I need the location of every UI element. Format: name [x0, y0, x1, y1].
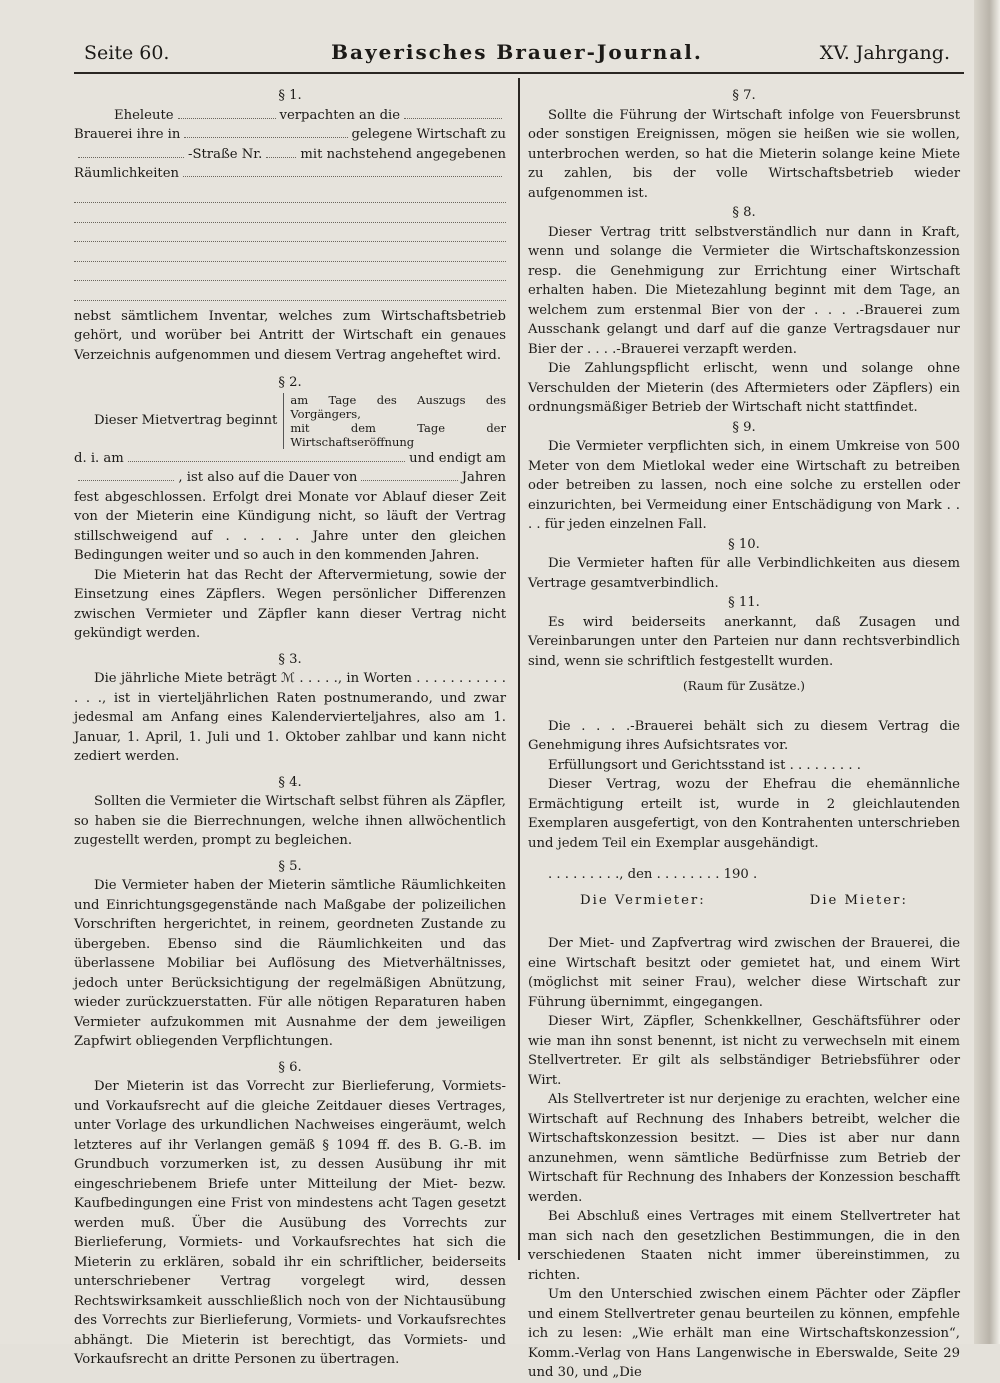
blank-line[interactable]: [74, 242, 506, 262]
s4-text: Sollten die Vermieter die Wirtschaft selbst führen als Zäpfler, so haben sie die Bierrechnungen, welche ihnen allwöchentlich zugestellt werden, prompt zu begleichen.: [74, 794, 506, 848]
page-edge: [974, 0, 1000, 1344]
column-divider: [518, 78, 520, 1260]
section-3-heading: § 3.: [278, 651, 302, 667]
s2-label: und endigt am: [409, 450, 506, 466]
s2-label: , ist also auf die Dauer von: [178, 470, 358, 485]
s1-line-3: [74, 145, 506, 165]
section-1-heading: § 1.: [278, 88, 302, 103]
blank-line[interactable]: [74, 203, 506, 223]
s1-label: verpachten an die: [279, 107, 401, 123]
s8-paragraph-2: Die Zahlungspflicht erlischt, wenn und solange ohne Verschulden der Mieterin (des Aftermieters oder Zäpflers) ein ordnungsmäßiger Betrieb der Wirtschaft nicht stattfindet.: [528, 361, 960, 415]
explanation-5: Um den Unterschied zwischen einem Pächter oder Zäpfler und einem Stellvertreter genau beurteilen zu können, empfehle ich zu lesen: „Wie erhält man eine Wirtschaftskonzession“, Komm.-Verlag von Hans Langenwische in Eberswalde, Seite 29 und 30, und „Die: [528, 1287, 960, 1380]
s2-paragraph-2: Die Mieterin hat das Recht der Aftervermietung, sowie der Einsetzung eines Zäpflers. Wegen persönlicher Differenzen zwischen Vermieter und Zäpfler kann dieser Vertrag nicht gekündigt werden.: [74, 567, 506, 641]
header-rule: [74, 72, 964, 74]
section-11-heading: § 11.: [728, 595, 760, 610]
volume-label: XV. Jahrgang.: [819, 42, 950, 64]
s1-label: gelegene Wirtschaft zu: [351, 127, 506, 142]
s2-line-2: [74, 468, 506, 488]
s6-text: Der Mieterin ist das Vorrecht zur Bierlieferung, Vormiets- und Vorkaufsrecht auf die gleiche Zeitdauer dieses Vertrages, unter Vorlage des urkundlichen Nachweises eingeräumt, welch letzteres auf ihr Verlangen gemäß § 1094 ff. des B. G.-B. im Grundbuch vorzumerken ist, zu dessen Ausübung ihr mit eingeschriebenem Briefe unter Mitteilung der Miet- bezw. Kaufbedingungen eine Frist von mindestens acht Tagen gesetzt werden muß. Über die Ausübung des Vorrechts zur Bierlieferung, Vormiets- und Vorkaufsrechtes hat sich die Mieterin zu erklären, sobald ihr ein schriftlicher, beiderseits unterschriebener Vertrag vorgelegt wird, dessen Rechtswirksamkeit ausschließlich noch von der Nichtausübung des Vorrechts zur Bierlieferung, Vormiets- und Vorkaufsrechtes abhängt. Die Mieterin ist berechtigt, das Vormiets- und Vorkaufsrecht an dritte Personen zu übertragen.: [74, 1079, 506, 1367]
blank-field[interactable]: [78, 469, 174, 481]
section-9-heading: § 9.: [732, 419, 756, 435]
s2-option-2: mit dem Tage der Wirtschaftseröffnung: [290, 420, 506, 449]
jurisdiction-clause: Erfüllungsort und Gerichtsstand ist . . . . . . . . .: [548, 757, 861, 773]
s11-text: Es wird beiderseits anerkannt, daß Zusagen und Vereinbarungen unter den Parteien nur dann rechtsverbindlich sind, wenn sie schriftlich festgestellt wurden.: [528, 614, 960, 669]
s2-line-1: [74, 449, 506, 469]
section-7-heading: § 7.: [732, 88, 756, 103]
s1-text: nebst sämtlichem Inventar, welches zum Wirtschaftsbetrieb gehört, und worüber bei Antritt der Wirtschaft ein genaues Verzeichnis aufgenommen und diesem Vertrag angeheftet wird.: [74, 308, 506, 363]
section-6-heading: § 6.: [278, 1059, 302, 1075]
s9-text: Die Vermieter verpflichten sich, in einem Umkreise von 500 Meter von dem Mietlokal weder eine Wirtschaft zu betreiben oder betreiben zu lassen, noch eine solche zu erstellen oder einzurichten, bei Vermeidung einer Entschädigung von Mark . . . . für jeden einzelnen Fall.: [528, 439, 960, 532]
date-line: . . . . . . . . ., den . . . . . . . . 190 .: [548, 867, 758, 882]
s10-text: Die Vermieter haften für alle Verbindlichkeiten aus diesem Vertrage gesamtverbindlich.: [528, 556, 960, 591]
explanation-4: Bei Abschluß eines Vertrages mit einem Stellvertreter hat man sich nach den gesetzlichen Bestimmungen, die in den verschiedenen Staaten nicht immer übereinstimmen, zu richten.: [528, 1209, 960, 1283]
section-5-heading: § 5.: [278, 858, 302, 874]
blank-field[interactable]: [178, 107, 276, 119]
s1-label: Räumlichkeiten: [74, 166, 180, 181]
s1-label: Eheleute: [114, 107, 174, 123]
s1-line-2: [74, 125, 506, 145]
execution-clause: Dieser Vertrag, wozu der Ehefrau die ehemännliche Ermächtigung erteilt ist, wurde in 2 gleichlautenden Exemplaren ausgefertigt, von den Kontrahenten unterschrieben und jedem Teil ein Exemplar ausgehändigt.: [528, 777, 960, 851]
s2-label: d. i. am: [74, 450, 124, 466]
blank-line[interactable]: [74, 223, 506, 243]
s1-line-1: [74, 106, 506, 126]
blank-line[interactable]: [74, 184, 506, 204]
page-header: [84, 38, 950, 70]
tenant-signature-label: Die Mieter:: [809, 892, 908, 908]
blank-field[interactable]: [404, 107, 502, 119]
s1-label: -Straße Nr.: [188, 146, 263, 162]
signature-row: [528, 891, 960, 911]
blank-field[interactable]: [361, 469, 457, 481]
section-8-heading: § 8.: [732, 205, 756, 220]
s2-option-1: am Tage des Auszugs des Vorgängers,: [290, 392, 506, 421]
blank-field[interactable]: [184, 126, 347, 138]
blank-field[interactable]: [128, 450, 405, 462]
s8-text: Dieser Vertrag tritt selbstverständlich nur dann in Kraft, wenn und solange die Vermieter die Wirtschaftskonzession resp. die Genehmigung zur Errichtung einer Wirtschaft erhalten haben. Die Mietezahlung beginnt mit dem Tage, an welchem zum erstenmal Bier von der . . . .-Brauerei zum Ausschank gelangt und darf auf die ganze Vertragsdauer nur Bier der . . . .-Brauerei verzapft werden.: [528, 224, 960, 357]
s2-text: fest abgeschlossen. Erfolgt drei Monate vor Ablauf dieser Zeit von der Mieterin eine Kündigung nicht, so läuft der Vertrag stillschweigend auf . . . . . Jahre unter den gleichen Bedingungen weiter und so auch in den kommenden Jahren.: [74, 489, 506, 563]
explanation-2: Dieser Wirt, Zäpfler, Schenkkellner, Geschäftsführer oder wie man ihn sonst benennt, ist nicht zu verwechseln mit einem Stellvertreter. Er gilt als selbständiger Betriebsführer oder Wirt.: [528, 1014, 960, 1088]
section-10-heading: § 10.: [728, 536, 760, 552]
explanation-3: Als Stellvertreter ist nur derjenige zu erachten, welcher eine Wirtschaft auf Rechnung des Inhabers betreibt, welcher die Wirtschaftskonzession besitzt. — Dies ist aber nur dann anzunehmen, wenn sämtliche Bedürfnisse zum Betrieb der Wirtschaft für Rechnung des Inhabers der Konzession beschafft werden.: [528, 1092, 960, 1205]
s2-brace: [74, 393, 506, 449]
blank-field[interactable]: [78, 146, 184, 158]
page-number: Seite 60.: [84, 42, 170, 64]
landlord-signature-label: Die Vermieter:: [580, 892, 706, 908]
blank-field[interactable]: [183, 165, 502, 177]
s5-text: Die Vermieter haben der Mieterin sämtliche Räumlichkeiten und Einrichtungsgegenstände nach Maßgabe der polizeilichen Vorschriften hergerichtet, in reinem, geordneten Zustande zu übergeben. Ebenso sind die Räumlichkeiten und das überlassene Mobiliar bei Auflösung des Mietverhältnisses, jedoch unter Berücksichtigung der regelmäßigen Abnützung, wieder zurückzuerstatten. Für alle nötigen Reparaturen haben Vermieter aufzukommen mit Ausnahme der dem jeweiligen Zapfwirt obliegenden Verpflichtungen.: [74, 878, 506, 1049]
journal-title: Bayerisches Brauer-Journal.: [331, 40, 703, 64]
signature-space[interactable]: [528, 910, 960, 934]
right-column: [528, 86, 960, 1383]
s2-options: [283, 393, 506, 449]
s1-label: Brauerei ihre in: [74, 127, 181, 142]
s1-label: mit nachstehend angegebenen: [300, 146, 506, 162]
blank-field[interactable]: [266, 146, 296, 158]
left-column: [74, 86, 506, 1370]
s7-text: Sollte die Führung der Wirtschaft infolge von Feuersbrunst oder sonstigen Ereignissen, mögen sie heißen wie sie wollen, unterbrochen werden, so hat die Mieterin solange keine Miete zu zahlen, bis der volle Wirtschaftsbetrieb wieder aufgenommen ist.: [528, 107, 960, 201]
section-4-heading: § 4.: [278, 774, 302, 790]
explanation-1: Der Miet- und Zapfvertrag wird zwischen der Brauerei, die eine Wirtschaft besitzt oder gemietet hat, und einem Wirt (möglichst mit seiner Frau), welcher diese Wirtschaft zur Führung übernimmt, eingegangen.: [528, 936, 960, 1010]
s1-line-4: [74, 164, 506, 184]
s2-label: Jahren: [461, 470, 507, 485]
additions-space[interactable]: [528, 697, 960, 717]
s3-text: Die jährliche Miete beträgt ℳ . . . . ., in Worten . . . . . . . . . . . . . ., ist in vierteljährlichen Raten postnumerando, und zwar jedesmal am Anfang eines Kalendervierteljahres, also am 1. Januar, 1. April, 1. Juli und 1. Oktober zahlbar und kann nicht zediert werden.: [74, 671, 506, 764]
additions-space-label: (Raum für Zusätze.): [683, 679, 805, 693]
blank-line[interactable]: [74, 262, 506, 282]
approval-clause: Die . . . .-Brauerei behält sich zu diesem Vertrag die Genehmigung ihres Aufsichtsrates vor.: [528, 718, 960, 753]
blank-line[interactable]: [74, 281, 506, 301]
s2-lead: Dieser Mietvertrag beginnt: [94, 412, 278, 428]
section-2-heading: § 2.: [278, 375, 302, 390]
